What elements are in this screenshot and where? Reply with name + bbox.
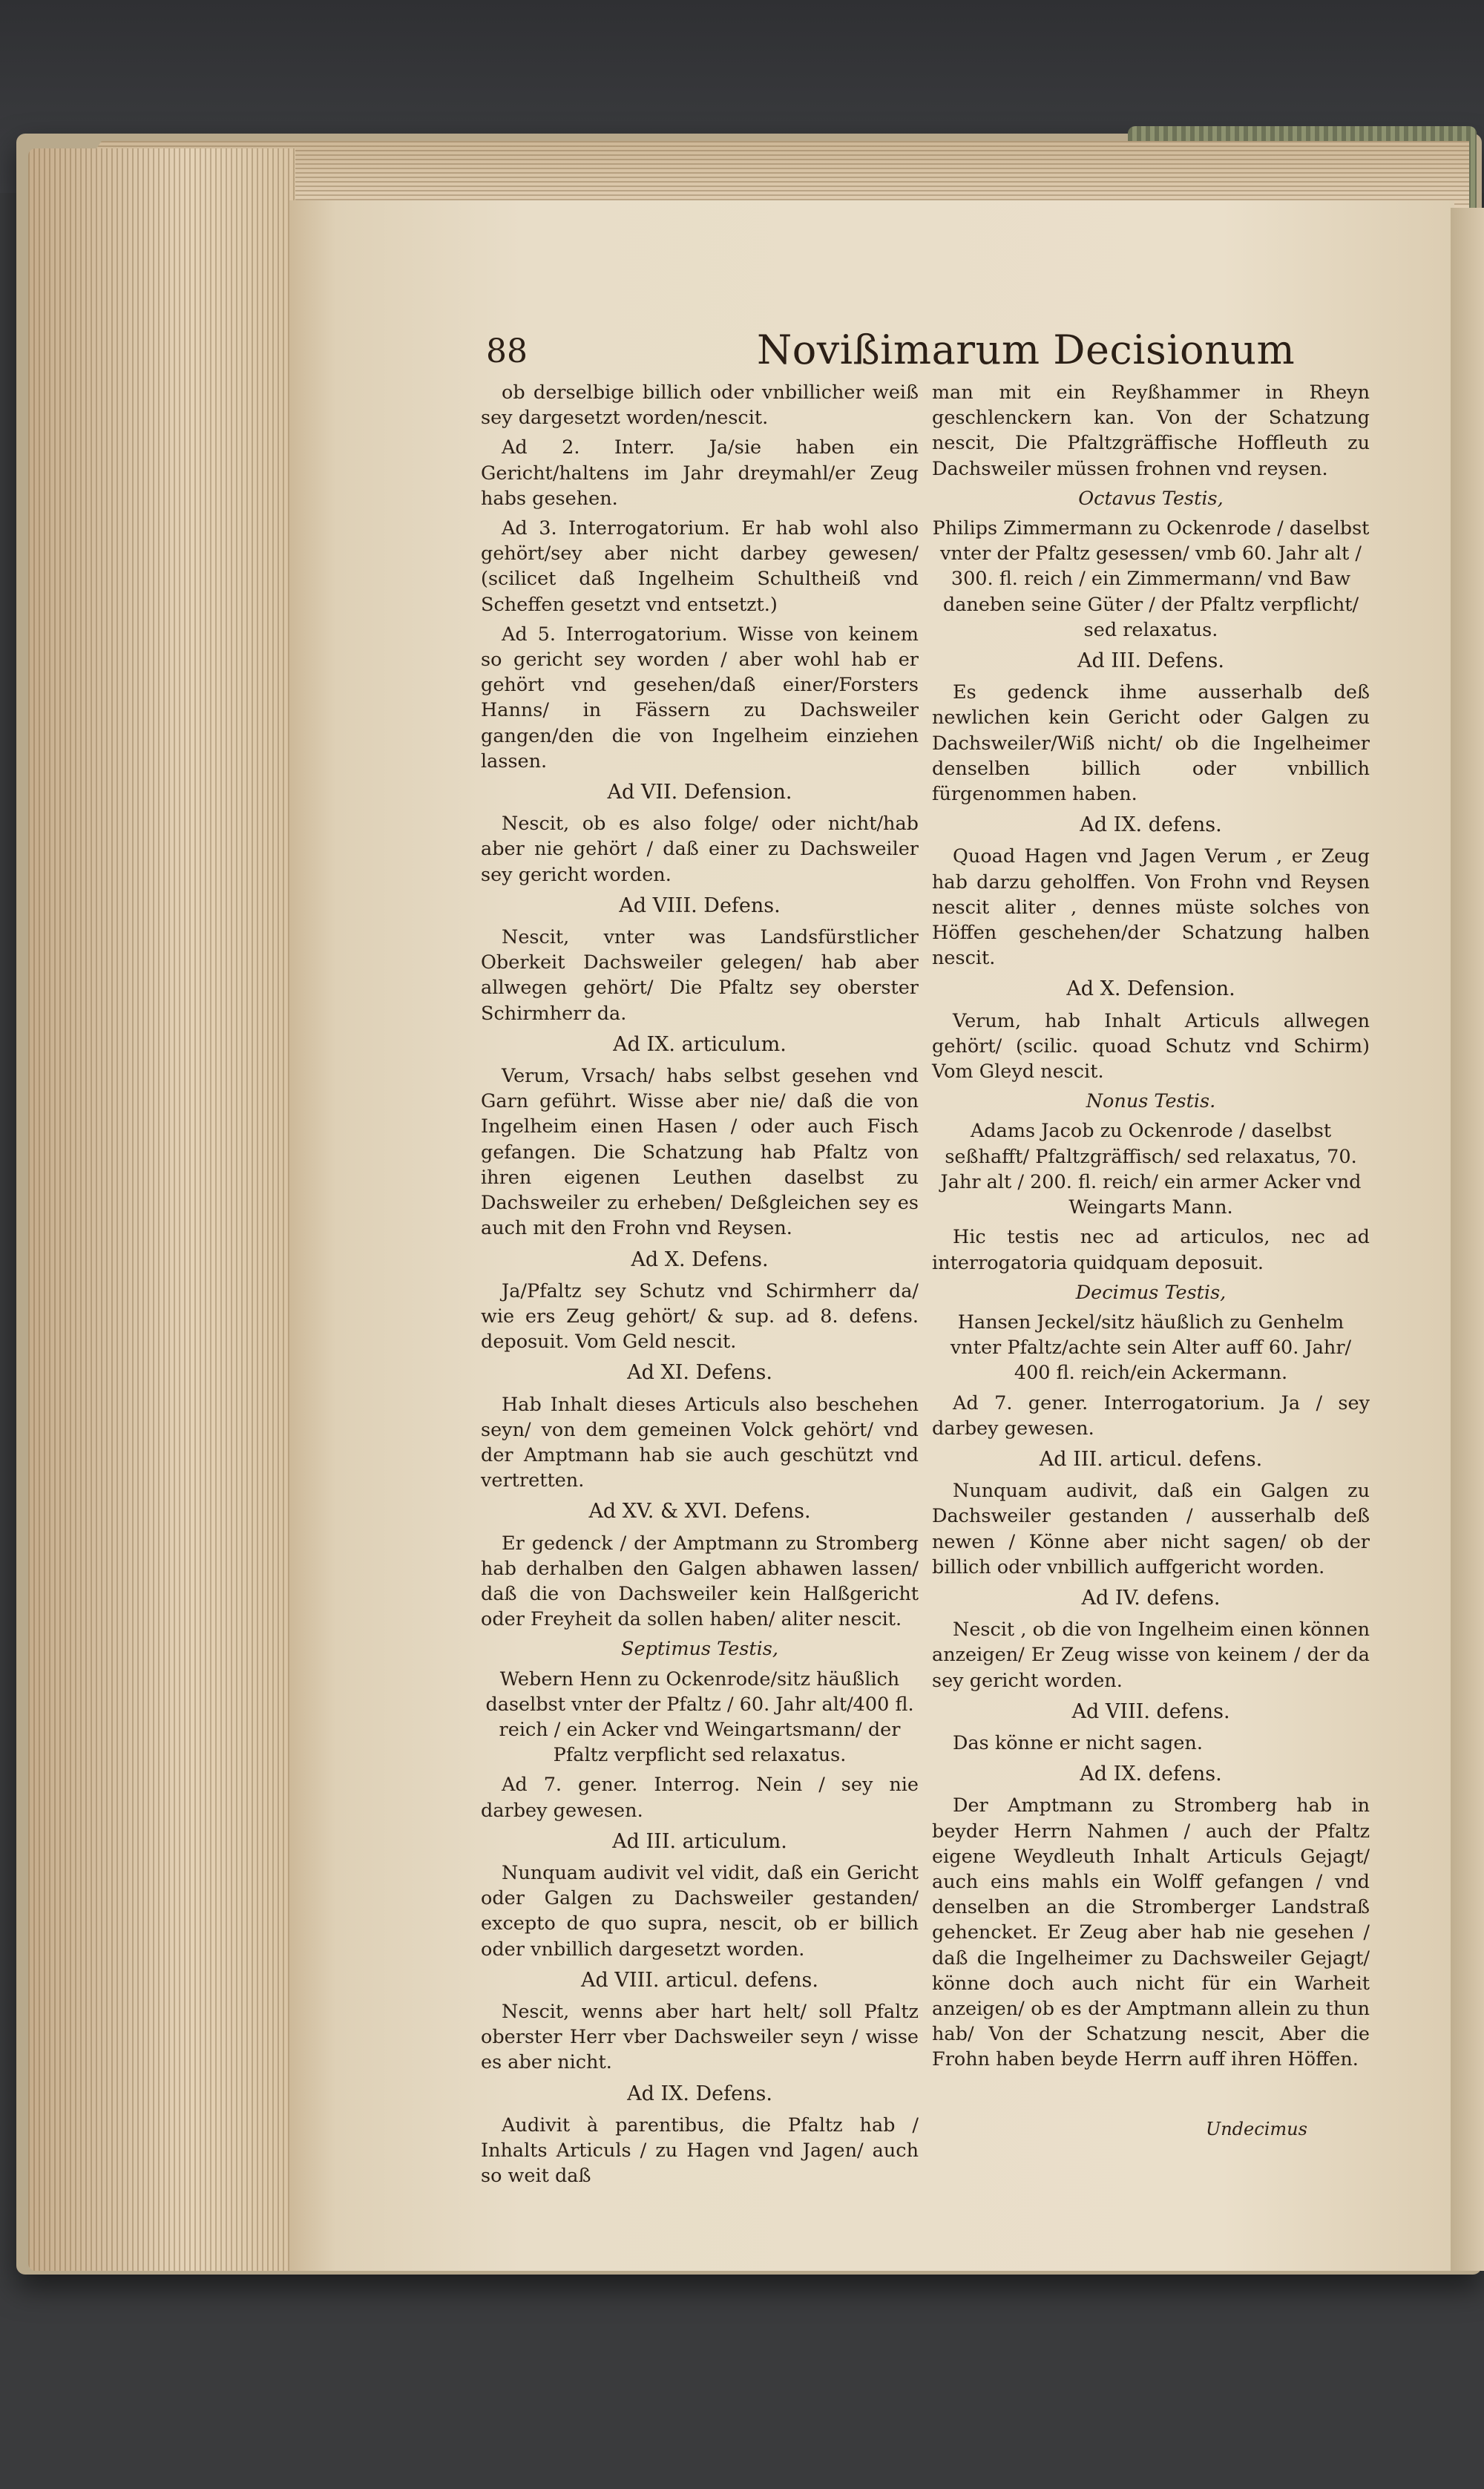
- paragraph: Der Amptmann zu Stromberg hab in beyder Herrn Nahmen / auch der Pfaltz eigene Weydleuth Inhalt Articuls Gejagt/ auch eins mahls ein Wolff gefangen / vnd denselben an die Stromberger Landstraß gehencket. Er Zeug aber hab nie gesehen / daß die Ingelheimer zu Dachsweiler Gejagt/ könne doch auch nicht für ein Warheit anzeigen/ ob es der Amptmann allein zu thun hab/ Von der Schatzung nescit, Aber die Frohn haben beyde Herrn auff ihren Höffen.: [932, 1794, 1370, 2071]
- witness-heading: Nonus Testis.: [1086, 1090, 1216, 1113]
- section-heading: Ad IX. Defens.: [627, 2082, 772, 2105]
- paragraph: Ja/Pfaltz sey Schutz vnd Schirmherr da/ wie ers Zeug gehört/ & sup. ad 8. defens. deposuit. Vom Geld nescit.: [481, 1279, 919, 1354]
- section-heading: Ad VIII. articul. defens.: [581, 1968, 818, 1992]
- paragraph: Hab Inhalt dieses Articuls also beschehen seyn/ von dem gemeinen Volck gehört/ vnd der Amptmann hab sie auch geschützt vnd vertretten.: [481, 1393, 919, 1492]
- witness-description: Webern Henn zu Ockenrode/sitz häußlich daselbst vnter der Pfaltz / 60. Jahr alt/400 fl. reich / ein Acker vnd Weingartsmann/ der Pfaltz verpflicht sed relaxatus.: [485, 1667, 914, 1767]
- running-title: Novißimarum Decisionum: [757, 327, 1296, 373]
- paragraph: Nunquam audivit, daß ein Galgen zu Dachsweiler gestanden / ausserhalb deß newen / Könne aber nicht sagen/ ob der billich oder vnbillich auffgericht worden.: [932, 1480, 1370, 1578]
- section-heading: Ad X. Defens.: [631, 1247, 769, 1271]
- facing-page-edge: [1451, 208, 1484, 2271]
- section-heading: Ad X. Defension.: [1066, 977, 1235, 1001]
- section-heading: Ad VIII. Defens.: [619, 893, 781, 917]
- paragraph: Quoad Hagen vnd Jagen Verum , er Zeug hab darzu geholffen. Von Frohn vnd Reysen nescit aliter , dennes müste solches von Höffen geschehen/der Schatzung halben nescit.: [932, 845, 1370, 970]
- paragraph: Nunquam audivit vel vidit, daß ein Gericht oder Galgen zu Dachsweiler gestanden/ excepto de quo supra, nescit, ob er billich oder vnbillich dargesetzt worden.: [481, 1861, 919, 1961]
- paragraph: Nescit, ob es also folge/ oder nicht/hab aber nie gehört / daß einer zu Dachsweiler sey gericht worden.: [481, 813, 919, 886]
- witness-description: Philips Zimmermann zu Ockenrode / daselbst vnter der Pfaltz gesessen/ vmb 60. Jahr alt / 300. fl. reich / ein Zimmermann/ vnd Baw daneben seine Güter / der Pfaltz verpflicht/ sed relaxatus.: [932, 517, 1370, 641]
- page-stack-fore-edge: [28, 148, 295, 2271]
- paragraph: Verum, hab Inhalt Articuls allwegen gehört/ (scilic. quoad Schutz vnd Schirm) Vom Gleyd nescit.: [932, 1009, 1370, 1083]
- paragraph: man mit ein Reyßhammer in Rheyn geschlenckern kan. Von der Schatzung nescit, Die Pfaltzgräffische Hoffleuth zu Dachsweiler müssen frohnen vnd reysen.: [932, 381, 1370, 480]
- paragraph: Ad 5. Interrogatorium. Wisse von keinem so gericht sey worden / aber wohl hab er gehört vnd gesehen/daß einer/Forsters Hanns/ in Fässern zu Dachsweiler gangen/den die von Ingelheim einziehen lassen.: [481, 623, 919, 773]
- paragraph: Er gedenck / der Amptmann zu Stromberg hab derhalben den Galgen abhawen lassen/ daß die von Dachsweiler kein Halßgericht oder Freyheit da sollen haben/ aliter nescit.: [481, 1532, 919, 1631]
- page-number: 88: [486, 332, 528, 370]
- section-heading: Ad XV. & XVI. Defens.: [588, 1500, 811, 1524]
- section-heading: Ad IV. defens.: [1081, 1586, 1221, 1610]
- paragraph: Nescit, vnter was Landsfürstlicher Oberkeit Dachsweiler gelegen/ hab aber allwegen gehört/ Die Pfaltz sey oberster Schirmherr da.: [481, 926, 919, 1025]
- paragraph: Audivit à parentibus, die Pfaltz hab / Inhalts Articuls / zu Hagen vnd Jagen/ auch so weit daß: [481, 2113, 919, 2188]
- right-text-column: [932, 380, 1370, 2077]
- paragraph: Ad 7. gener. Interrogatorium. Ja / sey darbey gewesen.: [932, 1391, 1370, 1440]
- paragraph: Das könne er nicht sagen.: [953, 1731, 1203, 1754]
- catchword: Undecimus: [1206, 2119, 1307, 2139]
- paragraph: Ad 7. gener. Interrog. Nein / sey nie darbey gewesen.: [481, 1774, 919, 1822]
- section-heading: Ad IX. defens.: [1080, 813, 1222, 837]
- witness-heading: Decimus Testis,: [1075, 1281, 1227, 1304]
- section-heading: Ad XI. Defens.: [627, 1361, 772, 1385]
- section-heading: Ad IX. defens.: [1080, 1762, 1222, 1786]
- witness-heading: Octavus Testis,: [1078, 487, 1224, 510]
- paragraph: Nescit , ob die von Ingelheim einen können anzeigen/ Er Zeug wisse von keinem / der da sey gericht worden.: [932, 1619, 1370, 1692]
- paragraph: Verum, Vrsach/ habs selbst gesehen vnd Garn geführt. Wisse aber nie/ daß die von Ingelheim einen Hasen / oder auch Fisch gefangen. Die Schatzung hab Pfaltz von ihren eigenen Leuthen daselbst zu Dachsweiler zu erheben/ Deßgleichen sey es auch mit den Frohn vnd Reysen.: [481, 1065, 919, 1240]
- section-heading: Ad III. articulum.: [612, 1829, 787, 1853]
- paragraph: Ad 3. Interrogatorium. Er hab wohl also gehört/sey aber nicht darbey gewesen/ (scilicet daß Ingelheim Schultheiß vnd Scheffen gesetzt vnd entsetzt.): [481, 517, 919, 616]
- paragraph: Ad 2. Interr. Ja/sie haben ein Gericht/haltens im Jahr dreymahl/er Zeug habs gesehen.: [481, 436, 919, 510]
- section-heading: Ad IX. articulum.: [613, 1032, 787, 1056]
- witness-description: Adams Jacob zu Ockenrode / daselbst seßhafft/ Pfaltzgräffisch/ sed relaxatus, 70. Jahr alt / 200. fl. reich/ ein armer Acker vnd Weingarts Mann.: [940, 1120, 1362, 1219]
- section-heading: Ad VIII. defens.: [1071, 1699, 1230, 1723]
- section-heading: Ad III. Defens.: [1077, 649, 1224, 673]
- paragraph: Es gedenck ihme ausserhalb deß newlichen kein Gericht oder Galgen zu Dachsweiler/Wiß nicht/ ob die Ingelheimer denselben billich oder vnbillich fürgenommen haben.: [932, 681, 1370, 806]
- left-text-column: [481, 380, 919, 2193]
- witness-description: Hansen Jeckel/sitz häußlich zu Genhelm vnter Pfaltz/achte sein Alter auff 60. Jahr/ 400 fl. reich/ein Ackermann.: [950, 1311, 1352, 1385]
- paragraph: Hic testis nec ad articulos, nec ad interrogatoria quidquam deposuit.: [932, 1226, 1370, 1274]
- paragraph: Nescit, wenns aber hart helt/ soll Pfaltz oberster Herr vber Dachsweiler seyn / wisse es aber nicht.: [481, 2000, 919, 2074]
- section-heading: Ad III. articul. defens.: [1039, 1447, 1263, 1471]
- section-heading: Ad VII. Defension.: [607, 781, 792, 804]
- paragraph: ob derselbige billich oder vnbillicher weiß sey dargesetzt worden/nescit.: [481, 381, 919, 430]
- witness-heading: Septimus Testis,: [621, 1638, 778, 1661]
